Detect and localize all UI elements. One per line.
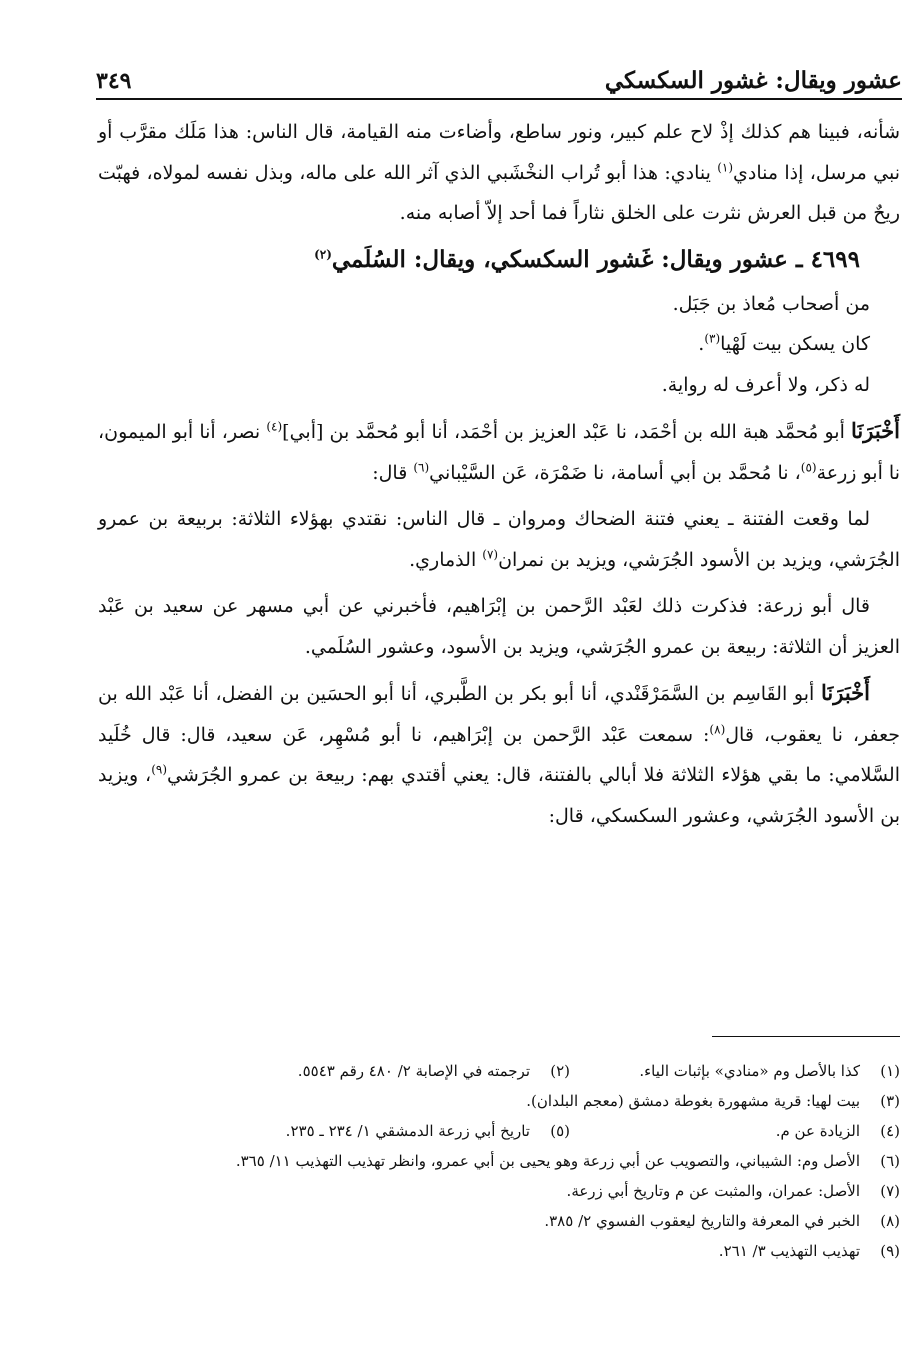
footnote-text: الأصل: عمران، والمثبت عن م وتاريخ أبي زرعة. (566, 1182, 860, 1200)
footnote-text: تاريخ أبي زرعة الدمشقي ١/ ٢٣٤ ـ ٢٣٥. (285, 1122, 530, 1140)
footnote (236, 1146, 900, 1176)
footnote-number: (٣) (880, 1092, 900, 1110)
footnote-ref: (٦) (413, 460, 430, 475)
footnote-ref: (٩) (151, 762, 168, 777)
footnote-text: الخبر في المعرفة والتاريخ ليعقوب الفسوي ٢/ ٣٨٥. (544, 1212, 860, 1230)
footnote-ref: (٣) (704, 331, 721, 346)
isnad-paragraph: أَخْبَرَنَا أبو القَاسِم بن السَّمَرْقَنْدي، أنا أبو بكر بن الطَّبري، أنا أبو الحسَين بن الفضل، أنا عَبْد الله بن جعفر، نا يعقوب، قال$^{(٨)}$: سمعت عَبْد الرَّحمن بن إبْرَاهيم، نا أبو مُسْهِر، عَن سعيد، قال: قال خُلَيد السَّلامي: ما بقي هؤلاء الثلاثة فلا أبالي بالفتنة، قال: يعني أقتدي بهم: ربيعة بن عمرو الجُرَشي$^{(٩)}$، ويزيد بن الأسود الجُرَشي، وعشور السكسكي، قال: (98, 680, 900, 827)
footnote-number: (٨) (880, 1212, 900, 1230)
footnote-ref: (٢) (314, 246, 332, 261)
footnote-number: (٩) (880, 1242, 900, 1260)
footnote-text: بيت لهيا: قرية مشهورة بغوطة دمشق (معجم البلدان). (526, 1092, 860, 1110)
running-head-title: عشور ويقال: غشور السكسكي (604, 67, 902, 94)
footnote-number: (١) (880, 1062, 900, 1080)
footnote-text: كذا بالأصل وم «منادي» بإثبات الياء. (639, 1062, 860, 1080)
footnote-number: (٤) (880, 1122, 900, 1140)
footnote (286, 1116, 570, 1146)
paragraph: من أصحاب مُعاذ بن جَبَل. (672, 292, 870, 315)
footnote-ref: (٨) (709, 722, 726, 737)
footnote-ref: (١) (717, 160, 734, 175)
footnotes (98, 1056, 900, 1266)
footnote (526, 1086, 900, 1116)
footnote-number: (٦) (880, 1152, 900, 1170)
footnote (567, 1176, 900, 1206)
footnote-text: الزيادة عن م. (775, 1122, 860, 1140)
paragraph-continuation: شأنه، فبينا هم كذلك إذْ لاح علم كبير، ونور ساطع، وأضاءت منه القيامة، قال الناس: هذا مَلَك مقرَّب أو نبي مرسل، إذا منادي$^{(١)}$ ينادي: هذا أبو تُراب النخْشَبي الذي آثر الله على ماله، وبذل نفسه لمولاه، فهبّت ريحٌ من قبل العرش نثرت على الخلق نثاراً فما أحد إلاّ أصابه منه. (98, 121, 900, 224)
footnote-number: (٥) (550, 1122, 570, 1140)
isnad-paragraph: أَخْبَرَنَا أبو مُحمَّد هبة الله بن أحْمَد، نا عَبْد العزيز بن أحْمَد، أنا أبو مُحمَّد بن [أبي]$^{(٤)}$ نصر، أنا أبو الميمون، نا أبو زرعة$^{(٥)}$، نا مُحمَّد بن أبي أسامة، نا ضَمْرَة، عَن السَّيْباني$^{(٦)}$ قال: (98, 418, 900, 484)
akhbarana-lead: أَخْبَرَنَا (851, 418, 900, 443)
footnote-ref: (٥) (800, 460, 817, 475)
paragraph: لما وقعت الفتنة ـ يعني فتنة الضحاك ومروان ـ قال الناس: نقتدي بهؤلاء الثلاثة: بربيعة بن عمرو الجُرَشي، ويزيد بن الأسود الجُرَشي، ويزيد بن نمران$^{(٧)}$ الذماري. (98, 508, 900, 571)
footnote-ref: (٧) (482, 547, 499, 562)
footnote-text: الأصل وم: الشيباني، والتصويب عن أبي زرعة وهو يحيى بن أبي عمرو، وانظر تهذيب التهذيب ١١/ ٣٦٥. (235, 1152, 860, 1170)
paragraph: كان يسكن بيت لَهْيا$^{(٣)}$. (698, 331, 870, 355)
entry-heading: ٤٦٩٩ ـ عشور ويقال: غَشور السكسكي، ويقال: السُلَمي$^{(٢)}$ (314, 245, 860, 273)
footnote (544, 1206, 900, 1236)
footnote-number: (٢) (550, 1062, 570, 1080)
footnote (570, 1116, 900, 1146)
paragraph: له ذكر، ولا أعرف له رواية. (661, 373, 870, 396)
footnote (719, 1236, 900, 1266)
footnote (570, 1056, 900, 1086)
main-text (98, 112, 900, 836)
footnote-ref: (٤) (266, 419, 283, 434)
paragraph: قال أبو زرعة: فذكرت ذلك لعَبْد الرَّحمن بن إبْرَاهيم، فأخبرني عن أبي مسهر عن سعيد بن عَبْد العزيز أن الثلاثة: ربيعة بن عمرو الجُرَشي، ويزيد بن الأسود، وعشور السُلَمي. (98, 595, 900, 658)
footnote-text: ترجمته في الإصابة ٢/ ٤٨٠ رقم ٥٥٤٣. (297, 1062, 530, 1080)
footnote-number: (٧) (880, 1182, 900, 1200)
footnote-rule (712, 1036, 900, 1037)
akhbarana-lead: أَخْبَرَنَا (821, 680, 870, 705)
page-number: ٣٤٩ (96, 68, 132, 94)
running-head (96, 58, 902, 94)
footnote-text: تهذيب التهذيب ٣/ ٢٦١. (718, 1242, 860, 1260)
header-rule (96, 98, 902, 100)
footnote (298, 1056, 570, 1086)
